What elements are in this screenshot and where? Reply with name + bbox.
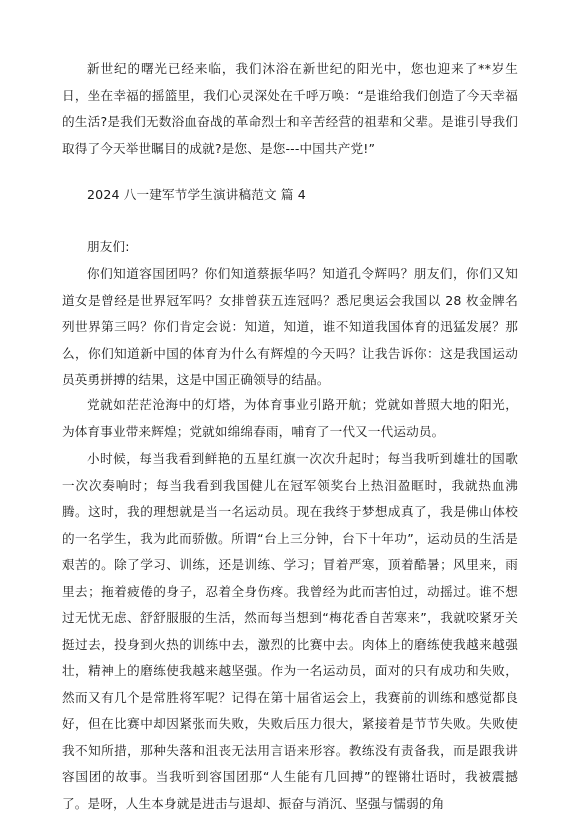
body-paragraph-3: 小时候，每当我看到鲜艳的五星红旗一次次升起时；每当我听到雄壮的国歌一次次奏响时；每当我看到我国健儿在冠军领奖台上热泪盈眶时，我就热血沸腾。这时，我的理想就是当一名运动员。现在我终于梦想成真了，我是佛山体校的一名学生，我为此而骄傲。所谓“台上三分钟，台下十年功”，运动员的生活是艰苦的。除了学习、训练，还是训练、学习；冒着严寒，顶着酷暑；风里来，雨里去；拖着疲倦的身子，忍着全身伤疼。我曾经为此而害怕过，动摇过。谁不想过无忧无虑、舒舒服服的生活，然而每当想到“梅花香自苦寒来”，我就咬紧牙关挺过去，投身到火热的训练中去，激烈的比赛中去。肉体上的磨练使我越来越强壮，精神上的磨练使我越来越坚强。作为一名运动员，面对的只有成功和失败，然而又有几个是常胜将军呢？记得在第十届省运会上，我赛前的训练和感觉都良好，但在比赛中却因紧张而失败，失败后压力很大，紧接着是节节失败。失败使我不知所措，那种失落和沮丧无法用言语来形容。教练没有责备我，而是跟我讲容国团的故事。当我听到容国团那“人生能有几回搏”的铿锵壮语时，我被震撼了。是呀，人生本身就是进击与退却、振奋与消沉、坚强与懦弱的角 xyxy=(62,451,518,811)
intro-paragraph: 新世纪的曙光已经来临，我们沐浴在新世纪的阳光中，您也迎来了**岁生日，坐在幸福的摇篮里，我们心灵深处在千呼万唤：“是谁给我们创造了今天幸福的生活?是我们无数浴血奋战的革命烈士和辛苦经营的祖辈和父辈。是谁引导我们取得了今天举世瞩目的成就?是您、是您---中国共产党!” xyxy=(62,61,518,156)
body-paragraph-1: 你们知道容国团吗？你们知道蔡振华吗？知道孔令辉吗？朋友们，你们又知道女是曾经是世界冠军吗？女排曾获五连冠吗？悉尼奥运会我国以 28 枚金牌名列世界第三吗？你们肯定会说：知道，知道，谁不知道我国体育的迅猛发展？那么，你们知道新中国的体育为什么有辉煌的今天吗？让我告诉你：这是我国运动员英勇拼搏的结果，这是中国正确领导的结晶。 xyxy=(62,266,518,387)
salutation: 朋友们: xyxy=(87,239,130,254)
section-title: 2024 八一建军节学生演讲稿范文 篇 4 xyxy=(87,187,306,202)
body-paragraph-2: 党就如茫茫沧海中的灯塔，为体育事业引路开航；党就如普照大地的阳光，为体育事业带来辉煌；党就如绵绵春雨，哺育了一代又一代运动员。 xyxy=(62,397,518,439)
